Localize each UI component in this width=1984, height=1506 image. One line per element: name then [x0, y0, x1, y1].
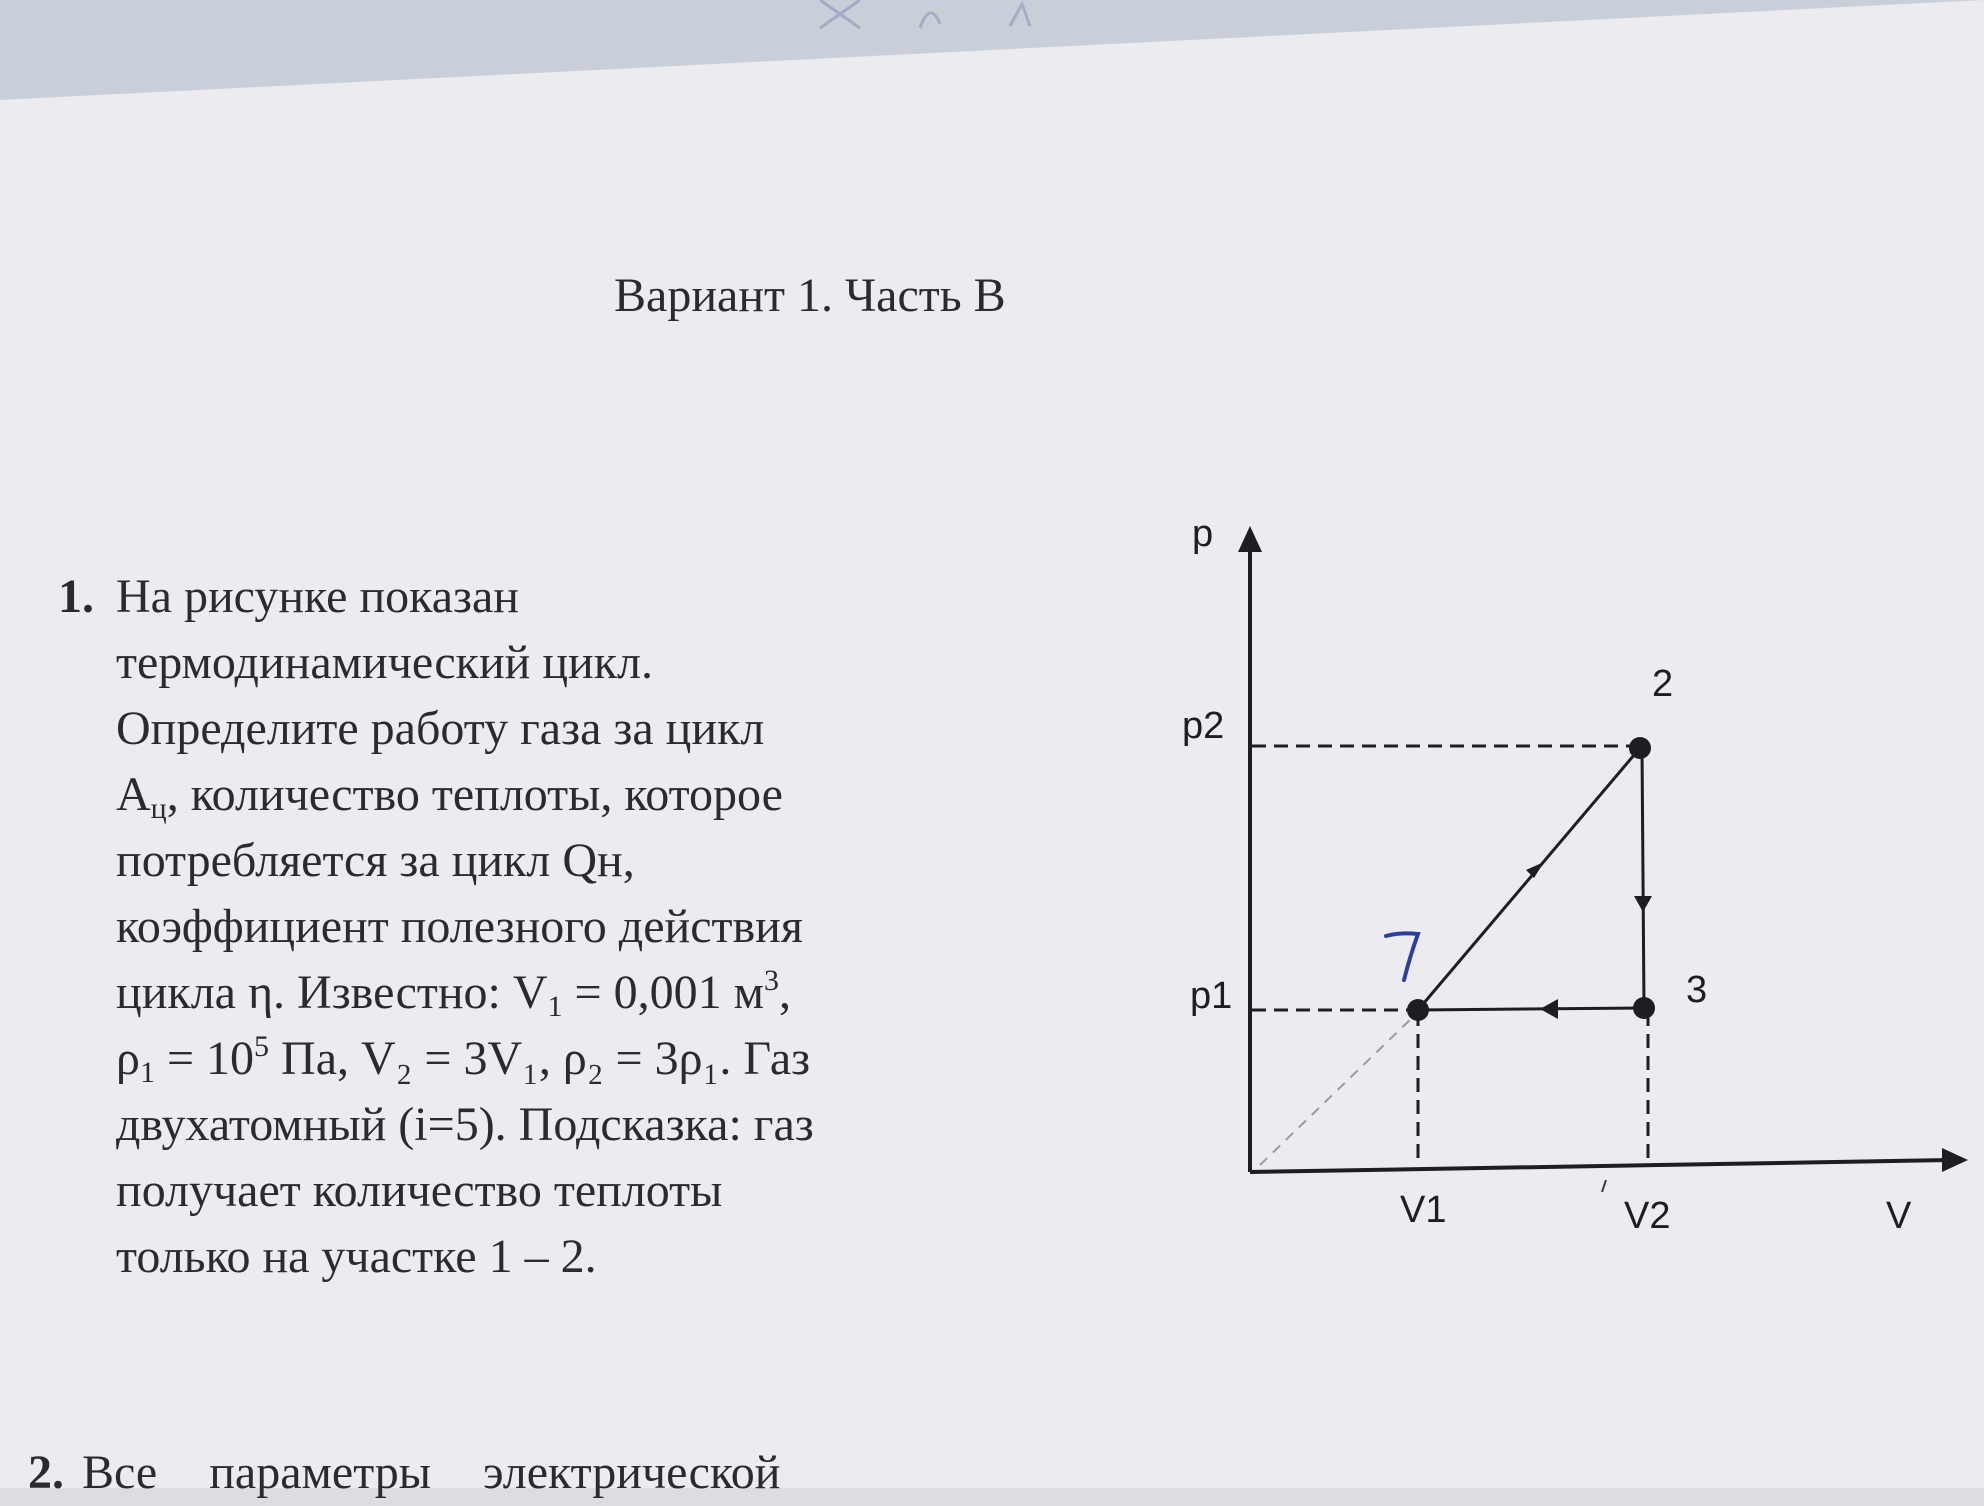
problem-1-line [116, 630, 930, 696]
state-point-2 [1629, 737, 1651, 759]
v-axis-arrowhead [1942, 1148, 1968, 1172]
problem-1-line [116, 1224, 930, 1290]
v1-label: V1 [1400, 1189, 1447, 1231]
problem-1-line-t: только на участке 1 – 2. [116, 1230, 597, 1283]
process-2-3 [1642, 748, 1644, 1008]
process-3-1 [1418, 1008, 1644, 1010]
state-point-1 [1407, 999, 1429, 1021]
pencil-tick [1602, 1180, 1606, 1192]
problem-2-number: 2. [28, 1446, 64, 1499]
problem-1-line-t: коэффициент полезного действия [116, 900, 803, 953]
problem-1-line-t: ρ [116, 1032, 140, 1085]
problem-1-line [116, 960, 930, 1026]
problem-1-line [116, 564, 930, 630]
problem-1-line-rest: = 10 [154, 1032, 255, 1085]
problem-1-line [116, 1026, 930, 1092]
problem-1-line-sub: 1 [139, 1056, 155, 1089]
problem-1-line-rest: = 0,001 м [562, 966, 764, 1019]
v-axis-label: V [1886, 1195, 1912, 1237]
problem-1-text [116, 564, 930, 1290]
process-1-2-arrow [1526, 862, 1544, 878]
problem-1 [58, 564, 930, 1290]
p1-label: p1 [1190, 975, 1233, 1017]
problem-1-line [116, 828, 930, 894]
process-2-3-arrow [1634, 896, 1652, 912]
handwritten-point-1-label: 1 [1392, 971, 1394, 973]
problem-1-line-t: A [116, 768, 151, 821]
state-point-3 [1633, 997, 1655, 1019]
problem-1-line [116, 1092, 930, 1158]
handwritten-1-mark [1386, 933, 1418, 980]
problem-1-line-sup: 5 [254, 1030, 270, 1063]
process-1-2 [1418, 748, 1640, 1010]
problem-1-line-rest2: , [778, 966, 791, 1019]
problem-2-text [82, 1440, 928, 1506]
v-axis [1250, 1160, 1952, 1172]
point-2-label: 2 [1652, 663, 1674, 705]
problem-1-line-sup: 3 [763, 964, 779, 997]
point-3-label: 3 [1686, 969, 1708, 1011]
problem-1-line-t: потребляется за цикл Qн, [116, 834, 635, 887]
problem-1-line [116, 762, 930, 828]
problem-1-number: 1. [58, 570, 94, 623]
problem-1-line-t: Определите работу газа за цикл [116, 702, 765, 755]
problem-2-words: Все параметры электрической [82, 1446, 781, 1499]
process-3-1-arrow [1540, 999, 1558, 1019]
problem-1-line-sub: 1 [547, 990, 563, 1023]
pv-diagram [1160, 500, 1980, 1260]
v2-label: V2 [1624, 1195, 1671, 1237]
problem-1-line-t: двухатомный (i=5). Подсказка: газ [116, 1098, 814, 1151]
problem-1-line-rest: , количество теплоты, которое [166, 768, 783, 821]
problem-1-line [116, 696, 930, 762]
problem-1-line-rest2: Па, V₂ = 3V₁, ρ₂ = 3ρ₁. Газ [269, 1032, 811, 1085]
problem-1-line-t: На рисунке показан [116, 570, 519, 623]
problem-2 [28, 1440, 928, 1506]
page-title: Вариант 1. Часть В [614, 269, 1006, 322]
p-axis-arrowhead [1238, 526, 1262, 552]
pencil-guide [1260, 1016, 1414, 1165]
p-axis-label: p [1192, 513, 1214, 555]
problem-1-line-t: получает количество теплоты [116, 1164, 723, 1217]
problem-1-line-sub: ц [150, 792, 167, 825]
p2-label: p2 [1182, 705, 1225, 747]
problem-1-line [116, 894, 930, 960]
problem-1-line-t: цикла η. Известно: V [116, 966, 548, 1019]
problem-1-line-t: термодинамический цикл. [116, 636, 653, 689]
problem-1-line [116, 1158, 930, 1224]
